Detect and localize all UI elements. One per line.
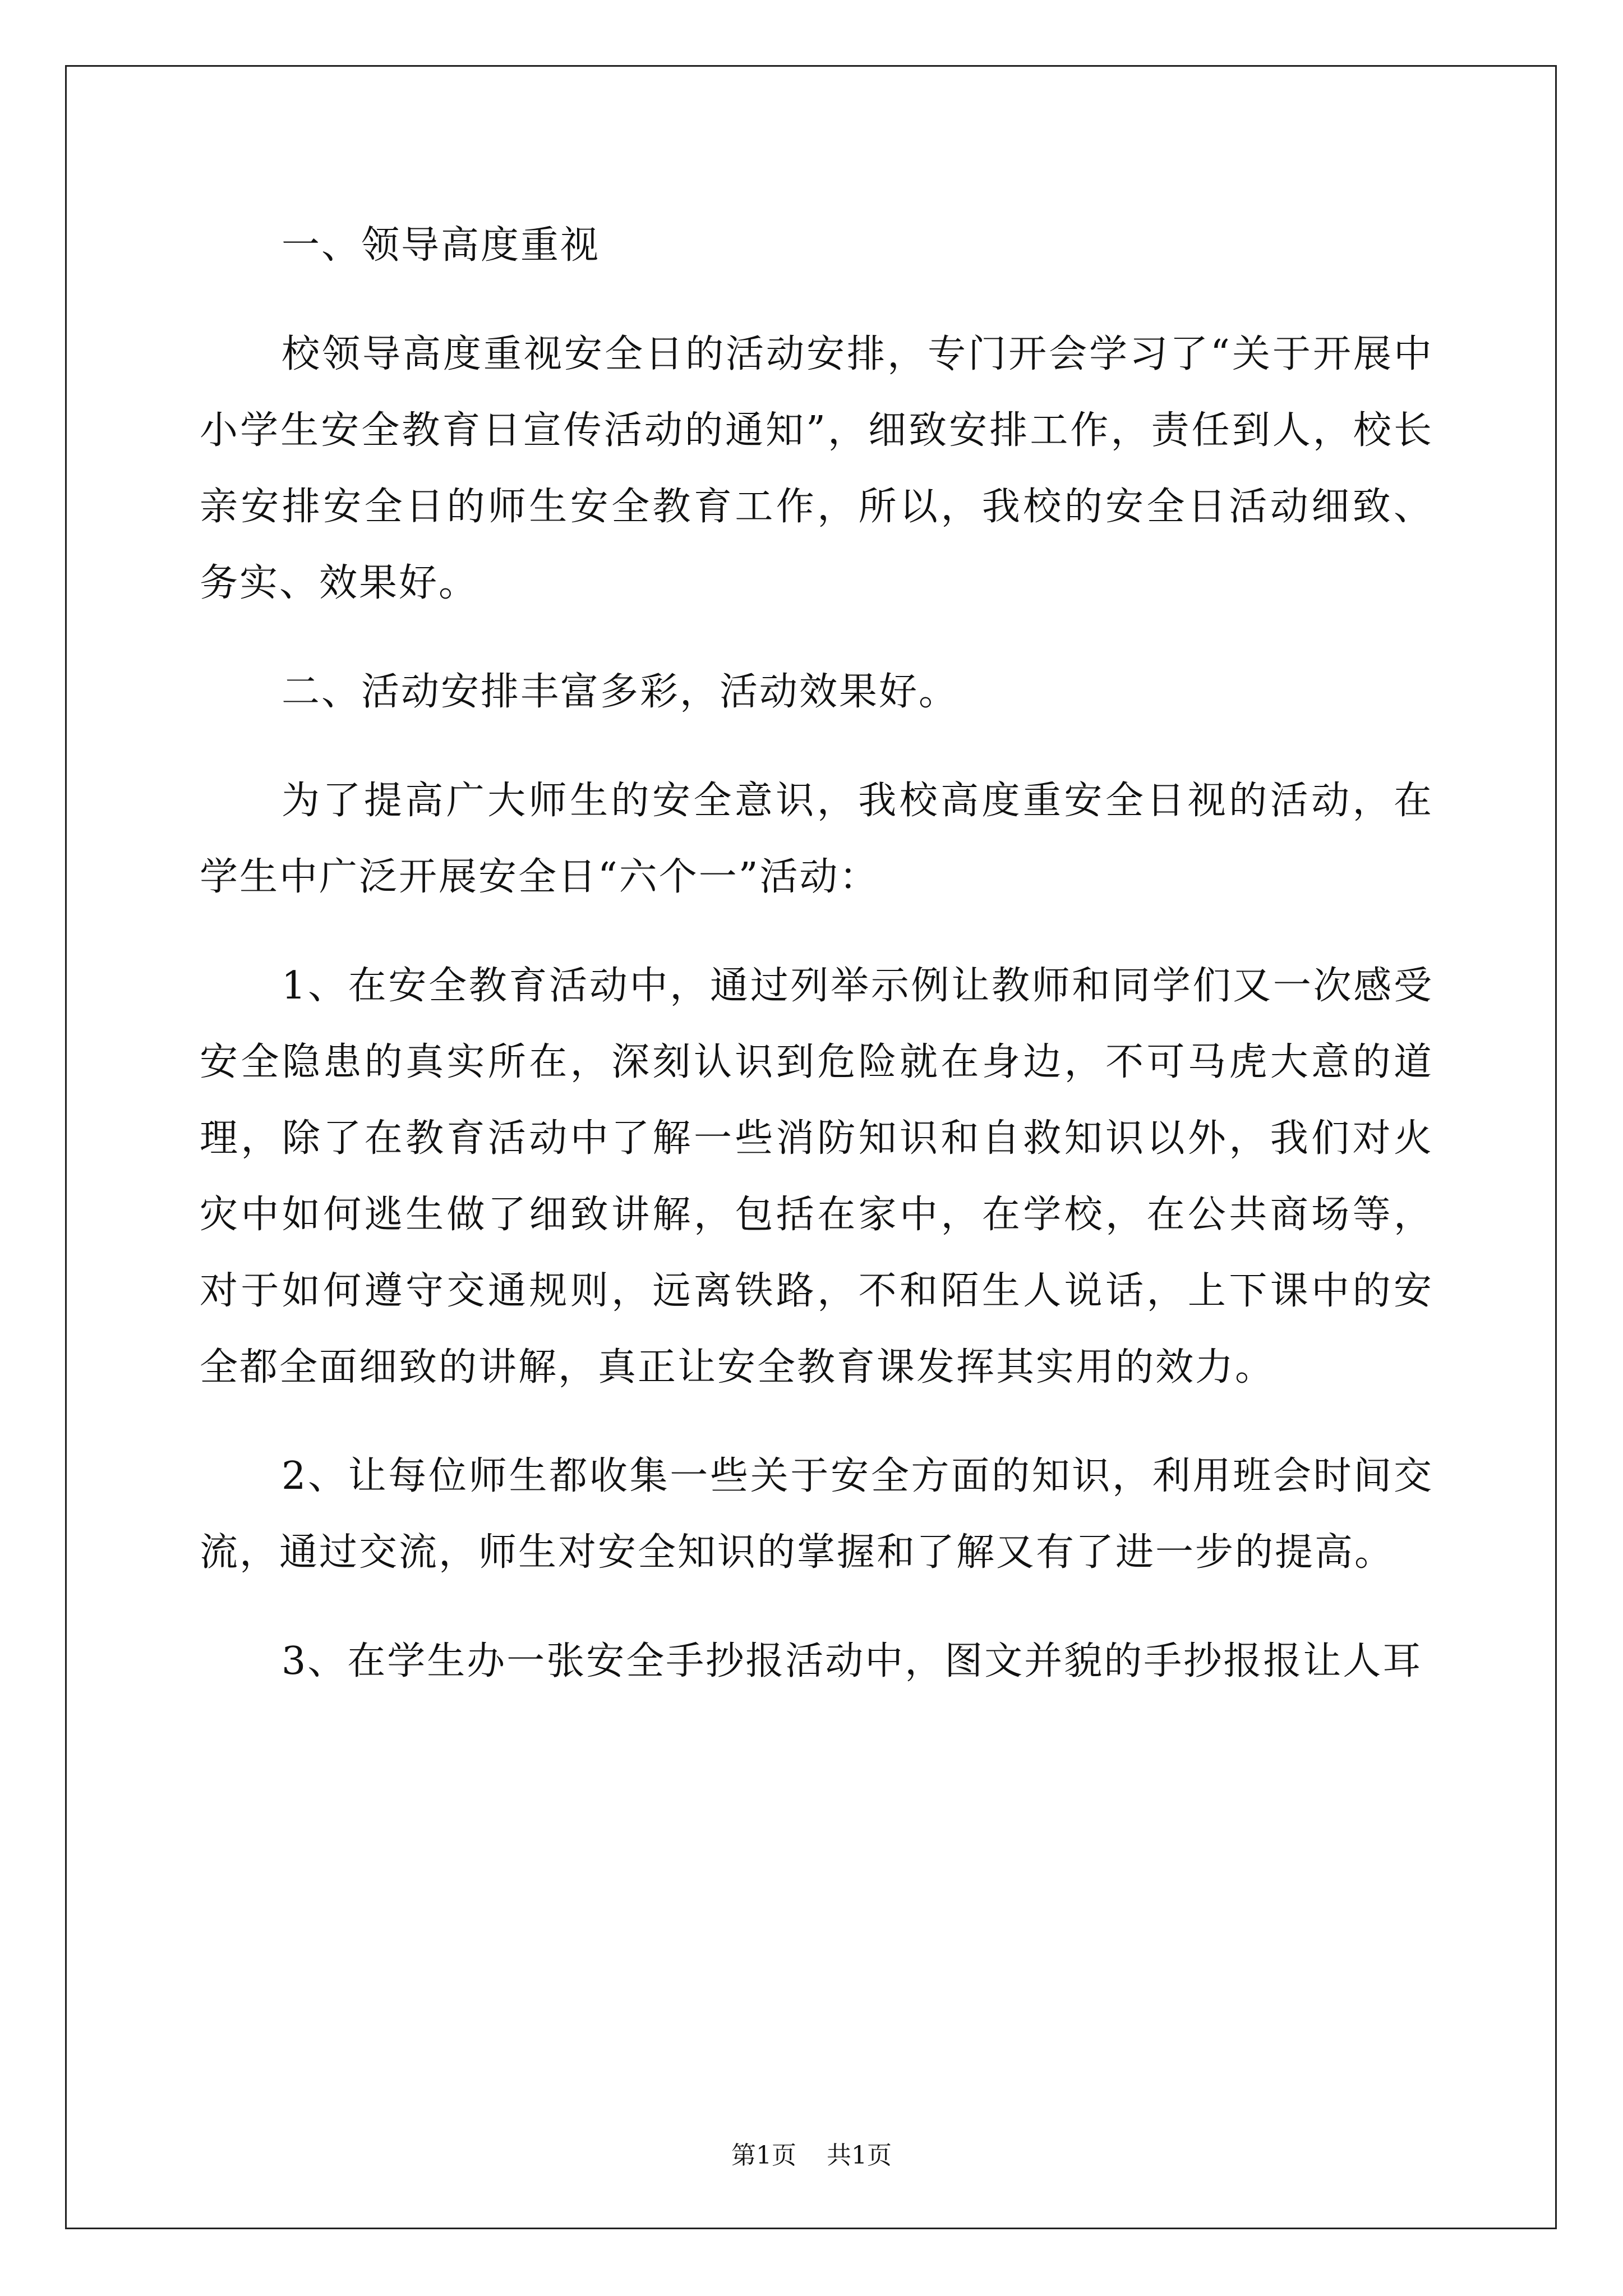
document-body	[200, 208, 1433, 1700]
section-heading-1: 一、领导高度重视	[282, 223, 601, 268]
page-total: 共1页	[827, 2141, 892, 2170]
page-number: 第1页	[731, 2141, 796, 2170]
paragraph: 校领导高度重视安全日的活动安排，专门开会学习了“关于开展中小学生安全教育日宣传活动的通知”，细致安排工作，责任到人，校长亲安排安全日的师生安全教育工作，所以，我校的安全日活动细致、务实、效果好。	[200, 332, 1433, 605]
list-item: 2、让每位师生都收集一些关于安全方面的知识，利用班会时间交流，通过交流，师生对安全知识的掌握和了解又有了进一步的提高。	[200, 1454, 1433, 1575]
list-item: 1、在安全教育活动中，通过列举示例让教师和同学们又一次感受安全隐患的真实所在，深刻认识到危险就在身边，不可马虎大意的道理，除了在教育活动中了解一些消防知识和自救知识以外，我们对火灾中如何逃生做了细致讲解，包括在家中，在学校，在公共商场等，对于如何遵守交通规则，远离铁路，不和陌生人说话，上下课中的安全都全面细致的讲解，真正让安全教育课发挥其实用的效力。	[200, 964, 1433, 1389]
section-heading-2: 二、活动安排丰富多彩，活动效果好。	[282, 670, 959, 714]
page-footer	[0, 2135, 1623, 2171]
list-item: 3、在学生办一张安全手抄报活动中，图文并貌的手抄报报让人耳	[282, 1639, 1423, 1683]
paragraph: 为了提高广大师生的安全意识，我校高度重安全日视的活动，在学生中广泛开展安全日“六个一”活动：	[200, 779, 1433, 899]
